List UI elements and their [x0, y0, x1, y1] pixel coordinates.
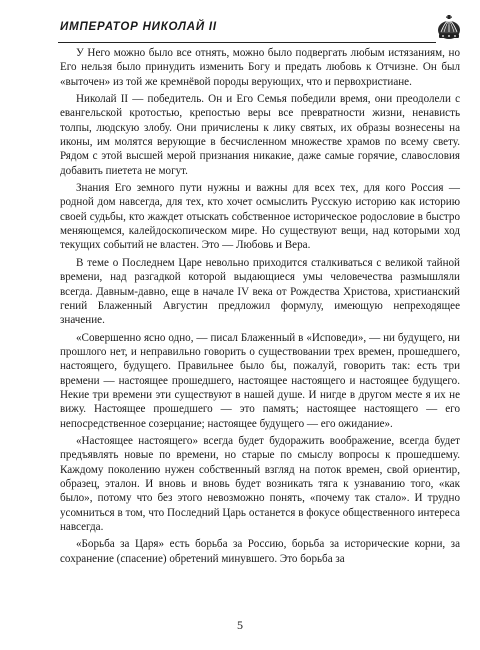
paragraph: «Борьба за Царя» есть борьба за Россию, борьба за исторические корни, за сохранение (спасение) обретений минувшего. Это борьба за: [60, 538, 460, 565]
header-divider: [58, 42, 436, 43]
paragraph: «Совершенно ясно одно, — писал Блаженный в «Исповеди», — ни будущего, ни прошлого нет, и неправильно говорить о существовании трех времен, прошедшего, настоящего, будущего. Правильнее было бы, пожалуй, говорить так: есть три времени — настоящее прошедшего, настоящее настоящего и настоящее будущего. Некие три времени эти существуют в нашей душе. И нигде в другом месте я их не вижу. Настоящее прошедшего — это память; настоящее настоящего — его непосредственное созерцание; настоящее будущего — его ожидание».: [60, 331, 460, 430]
body-text: [60, 46, 460, 569]
running-title: ИМПЕРАТОР НИКОЛАЙ II: [60, 21, 217, 33]
crown-icon: [436, 12, 462, 42]
paragraph: «Настоящее настоящего» всегда будет будоражить воображение, всегда будет предъявлять новые по времени, но старые по смыслу вопросы к прошедшему. Каждому поколению нужен собственный взгляд на поток времен, свой ориентир, образец, эталон. И вновь и вновь будет возникать тяга к узнаванию того, «как было», потому что без этого невозможно понять, «почему так стало». И трудно усомниться в том, что Последний Царь останется в фокусе общественного интереса навсегда.: [60, 434, 460, 533]
paragraph: В теме о Последнем Царе невольно приходится сталкиваться с великой тайной времени, над разгадкой которой выдающиеся умы человечества размышляли всегда. Давным-давно, еще в начале IV века от Рождества Христова, христианский гений Блаженный Августин предложил формулу, имеющую непреходящее значение.: [60, 256, 460, 327]
page-header: [58, 12, 462, 40]
page-number: 5: [237, 618, 243, 632]
paragraph: Николай II — победитель. Он и Его Семья победили время, они преодолели с евангельской кротостью, крепостью веры все превратности жизни, ненависть толпы, людскую злобу. Они причислены к лику святых, их образы вознесены на иконы, им молятся верующие в бесчисленном множестве храмов по всему свету. Рядом с этой высшей мерой признания никакие, даже самые горячие, славословия добавить пиетета не могут.: [60, 93, 460, 177]
paragraph: У Него можно было все отнять, можно было подвергать любым истязаниям, но Его нельзя было принудить изменить Богу и предать любовь к Отчизне. Он был «выточен» из той же кремнёвой породы верующих, что и первохристиане.: [60, 47, 460, 88]
paragraph: Знания Его земного пути нужны и важны для всех тех, для кого Россия — родной дом навсегда, для тех, кто хочет осмыслить Русскую историю как историю своей судьбы, кто жаждет отыскать собственное историческое родословие в быстро меняющемся, калейдоскопическом мире. Но существуют вещи, над которыми ход текущих событий не властен. Это — Любовь и Вера.: [60, 182, 460, 252]
